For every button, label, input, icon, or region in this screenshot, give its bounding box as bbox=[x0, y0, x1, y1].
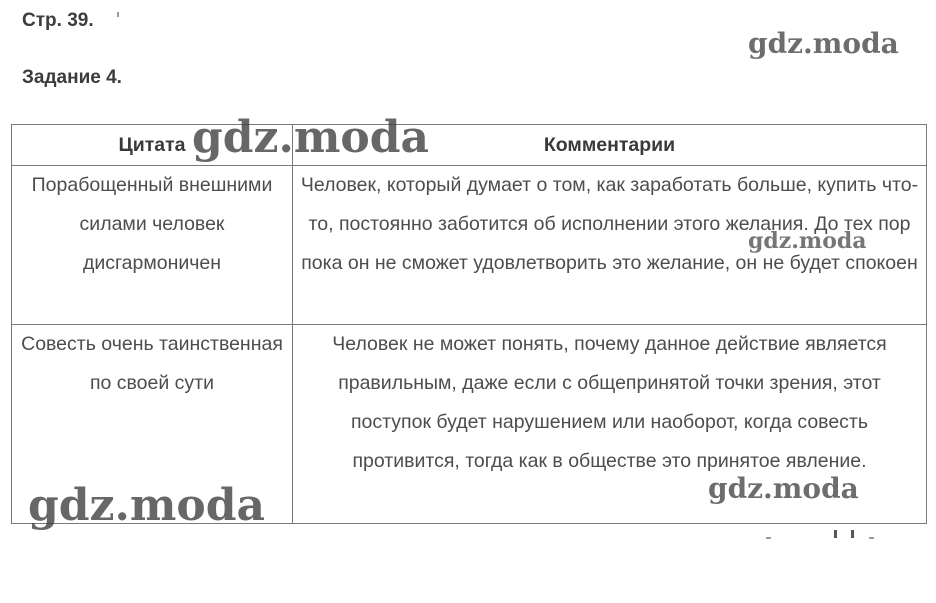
watermark-logo: gdz.moda bbox=[748, 27, 899, 60]
scan-mark bbox=[851, 530, 854, 538]
quote-cell: Совесть очень таинственная по своей сути bbox=[12, 325, 293, 524]
watermark-logo: gdz.moda bbox=[708, 472, 859, 505]
table-header-row bbox=[12, 125, 927, 166]
scan-mark bbox=[117, 12, 119, 17]
watermark-logo: gdz.moda bbox=[192, 112, 430, 163]
scan-mark bbox=[766, 537, 771, 539]
comment-cell: Человек, который думает о том, как заработать больше, купить что-то, постоянно заботится об исполнении этого желания. До тех пор пока он не сможет удовлетворить это желание, он не будет спокоен bbox=[293, 166, 927, 325]
table-row bbox=[12, 166, 927, 325]
scan-mark bbox=[869, 537, 874, 539]
page-number: Стр. 39. bbox=[22, 10, 94, 31]
table-row bbox=[12, 325, 927, 524]
comment-cell: Человек не может понять, почему данное действие является правильным, даже если с общепринятой точки зрения, этот поступок будет нарушением или наоборот, когда совесть противится, тогда как в обществе это принятое явление. bbox=[293, 325, 927, 524]
watermark-logo: gdz.moda bbox=[748, 228, 867, 254]
column-header-quote: Цитата bbox=[12, 125, 293, 166]
task-title: Задание 4. bbox=[22, 67, 122, 88]
watermark-logo: gdz.moda bbox=[28, 480, 266, 531]
quote-cell: Порабощенный внешними силами человек дисгармоничен bbox=[12, 166, 293, 325]
answer-table bbox=[11, 124, 927, 524]
scan-mark bbox=[834, 530, 837, 538]
column-header-comments: Комментарии bbox=[293, 125, 927, 166]
